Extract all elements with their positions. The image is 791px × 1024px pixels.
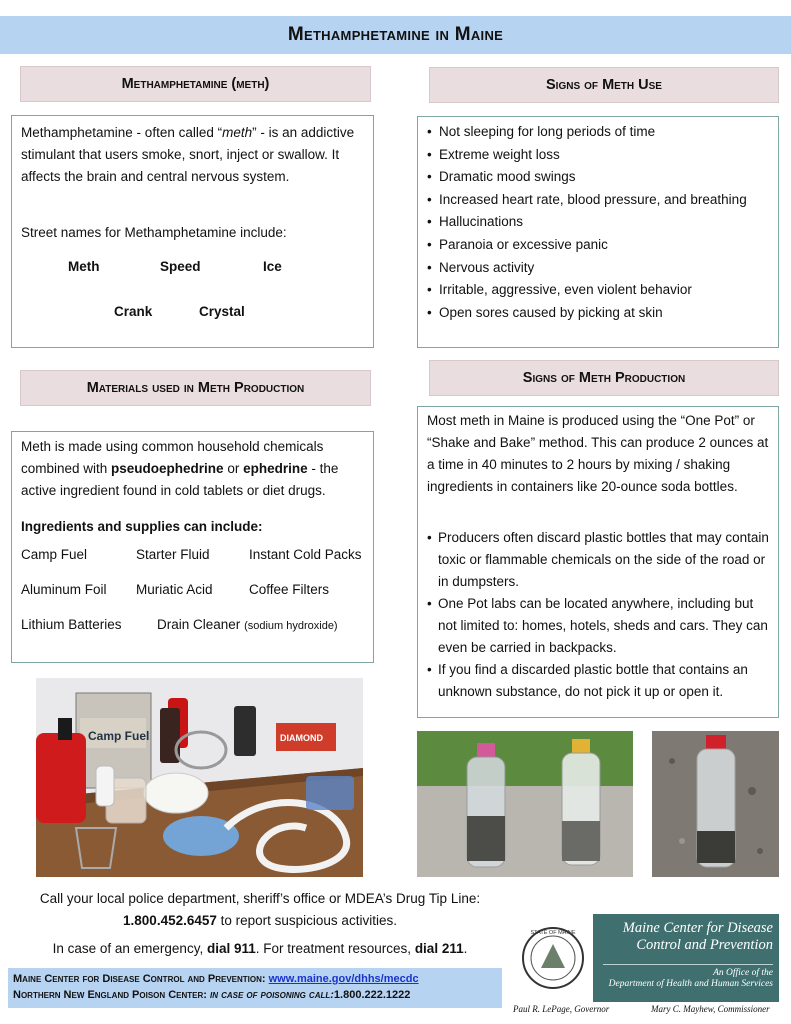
page-title: Methamphetamine in Maine [287, 24, 504, 45]
ingredient-item: Instant Cold Packs [249, 547, 362, 562]
logo-subtitle [599, 968, 773, 990]
materials-header-text: Materials used in Meth Production [86, 380, 305, 396]
materials-header [20, 370, 371, 406]
street-name: Crank [114, 304, 153, 319]
ingredient-item: Lithium Batteries [21, 617, 122, 632]
tip-phone-rest: to report suspicious activities. [216, 913, 397, 928]
materials-box [11, 431, 374, 663]
ingredient-item: Muriatic Acid [136, 582, 213, 597]
emergency-part: In case of an emergency, [52, 941, 207, 956]
state-seal-icon [513, 914, 593, 1002]
cdc-website-link[interactable]: www.maine.gov/dhhs/mecdc [268, 973, 419, 985]
ingredient-item: Starter Fluid [136, 547, 210, 562]
list-item: • Nervous activity [427, 257, 747, 280]
signs-of-use-header-text: Signs of Meth Use [546, 77, 662, 93]
list-item: • One Pot labs can be located anywhere, including but not limited to: homes, hotels, sheds and cars. They can even be carried in backpacks. [427, 593, 773, 659]
ingredient-item: Camp Fuel [21, 547, 88, 562]
cdc-label: Maine Center for Disease Control and Prevention: [13, 973, 269, 985]
signs-of-use-list [427, 121, 747, 324]
signs-of-use-box [417, 116, 779, 348]
list-item: • Hallucinations [427, 211, 747, 234]
list-item: • If you find a discarded plastic bottle that contains an unknown substance, do not pick it up or open it. [427, 659, 773, 703]
production-header-text: Signs of Meth Production [522, 370, 686, 386]
meth-section-header-text: Methamphetamine (meth) [121, 76, 270, 92]
street-name: Meth [68, 259, 100, 274]
contact-box [8, 968, 502, 1008]
materials-intro [21, 436, 368, 502]
logo-line-2: Control and Prevention [636, 937, 773, 953]
tip-line-text: Call your local police department, sheriff’s office or MDEA’s Drug Tip Line: [39, 891, 481, 906]
list-item: • Irritable, aggressive, even violent behavior [427, 279, 747, 302]
poison-note: in case of poisoning call: [210, 989, 334, 1001]
maine-cdc-logo [513, 914, 779, 1002]
meth-desc-italic: meth [222, 125, 253, 140]
governor-signature: Paul R. LePage, Governor [513, 1004, 610, 1014]
street-name: Crystal [199, 304, 245, 319]
emergency-text [0, 941, 520, 956]
materials-intro-part: Meth is made using common household chemicals combined with [21, 439, 324, 476]
tip-phone-number: 1.800.452.6457 [123, 913, 217, 928]
production-header [429, 360, 779, 396]
commissioner-signature: Mary C. Mayhew, Commissioner [651, 1004, 770, 1014]
camp-fuel-label: Camp Fuel [88, 729, 150, 743]
list-item: • Dramatic mood swings [427, 166, 747, 189]
meth-description-box [11, 115, 374, 348]
single-bottle-photo [652, 731, 779, 877]
production-bullets [427, 527, 773, 703]
poison-contact-row [13, 987, 497, 1003]
meth-desc-part: ” - is an addictive stimulant that users smoke, snort, inject or swallow. It affects the brain and central nervous system. [21, 125, 355, 184]
ingredients-heading: Ingredients and supplies can include: [21, 519, 263, 534]
pseudoephedrine-term: pseudoephedrine [111, 461, 224, 476]
materials-photo-illustration [36, 678, 363, 877]
poison-phone: 1.800.222.1222 [333, 989, 411, 1001]
logo-line-4: Department of Health and Human Services [608, 979, 773, 989]
drain-cleaner-label: Drain Cleaner [157, 617, 241, 632]
list-item: • Paranoia or excessive panic [427, 234, 747, 257]
tip-line-phone [0, 913, 520, 928]
ingredient-item [157, 617, 338, 632]
bottles-photo-illustration [417, 731, 633, 877]
materials-intro-part: or [223, 461, 244, 476]
meth-section-header [20, 66, 371, 102]
ingredient-item: Coffee Filters [249, 582, 330, 597]
ingredient-item: Aluminum Foil [21, 582, 107, 597]
diamond-box-label: DIAMOND [280, 733, 323, 743]
logo-line-1: Maine Center for Disease [622, 920, 773, 936]
materials-intro-part: - the active ingredient found in cold tablets or diet drugs. [21, 461, 339, 498]
production-box [417, 406, 779, 718]
logo-line-3: An Office of the [713, 968, 773, 978]
list-item: • Not sleeping for long periods of time [427, 121, 747, 144]
meth-desc-part: Methamphetamine - often called “ [21, 125, 223, 140]
street-name: Speed [160, 259, 201, 274]
emergency-part: . [463, 941, 468, 956]
street-name: Ice [263, 259, 282, 274]
list-item: • Open sores caused by picking at skin [427, 302, 747, 325]
drain-cleaner-note: (sodium hydroxide) [244, 620, 338, 632]
poison-label: Northern New England Poison Center: [13, 989, 211, 1001]
list-item: • Producers often discard plastic bottles that may contain toxic or flammable chemicals on the side of the road or in dumpsters. [427, 527, 773, 593]
bottles-photo [417, 731, 633, 877]
seal-text: STATE OF MAINE [530, 930, 576, 936]
list-item: • Extreme weight loss [427, 144, 747, 167]
title-banner [0, 16, 791, 54]
street-names-intro: Street names for Methamphetamine include: [21, 225, 287, 240]
single-bottle-illustration [652, 731, 779, 877]
production-intro: Most meth in Maine is produced using the “One Pot” or “Shake and Bake” method. This can produce 2 ounces at a time in 40 minutes to 2 hours by mixing / shaking ingredients in containers like 20-ounce soda bottles. [427, 413, 769, 494]
dial-911: dial 911 [206, 941, 256, 956]
meth-description [21, 122, 366, 188]
list-item: • Increased heart rate, blood pressure, and breathing [427, 189, 747, 212]
materials-photo [36, 678, 363, 877]
cdc-contact-row [13, 971, 497, 987]
signs-of-use-header [429, 67, 779, 103]
ephedrine-term: ephedrine [243, 461, 308, 476]
logo-title [603, 920, 773, 954]
emergency-part: . For treatment resources, [255, 941, 415, 956]
dial-211: dial 211 [414, 941, 464, 956]
